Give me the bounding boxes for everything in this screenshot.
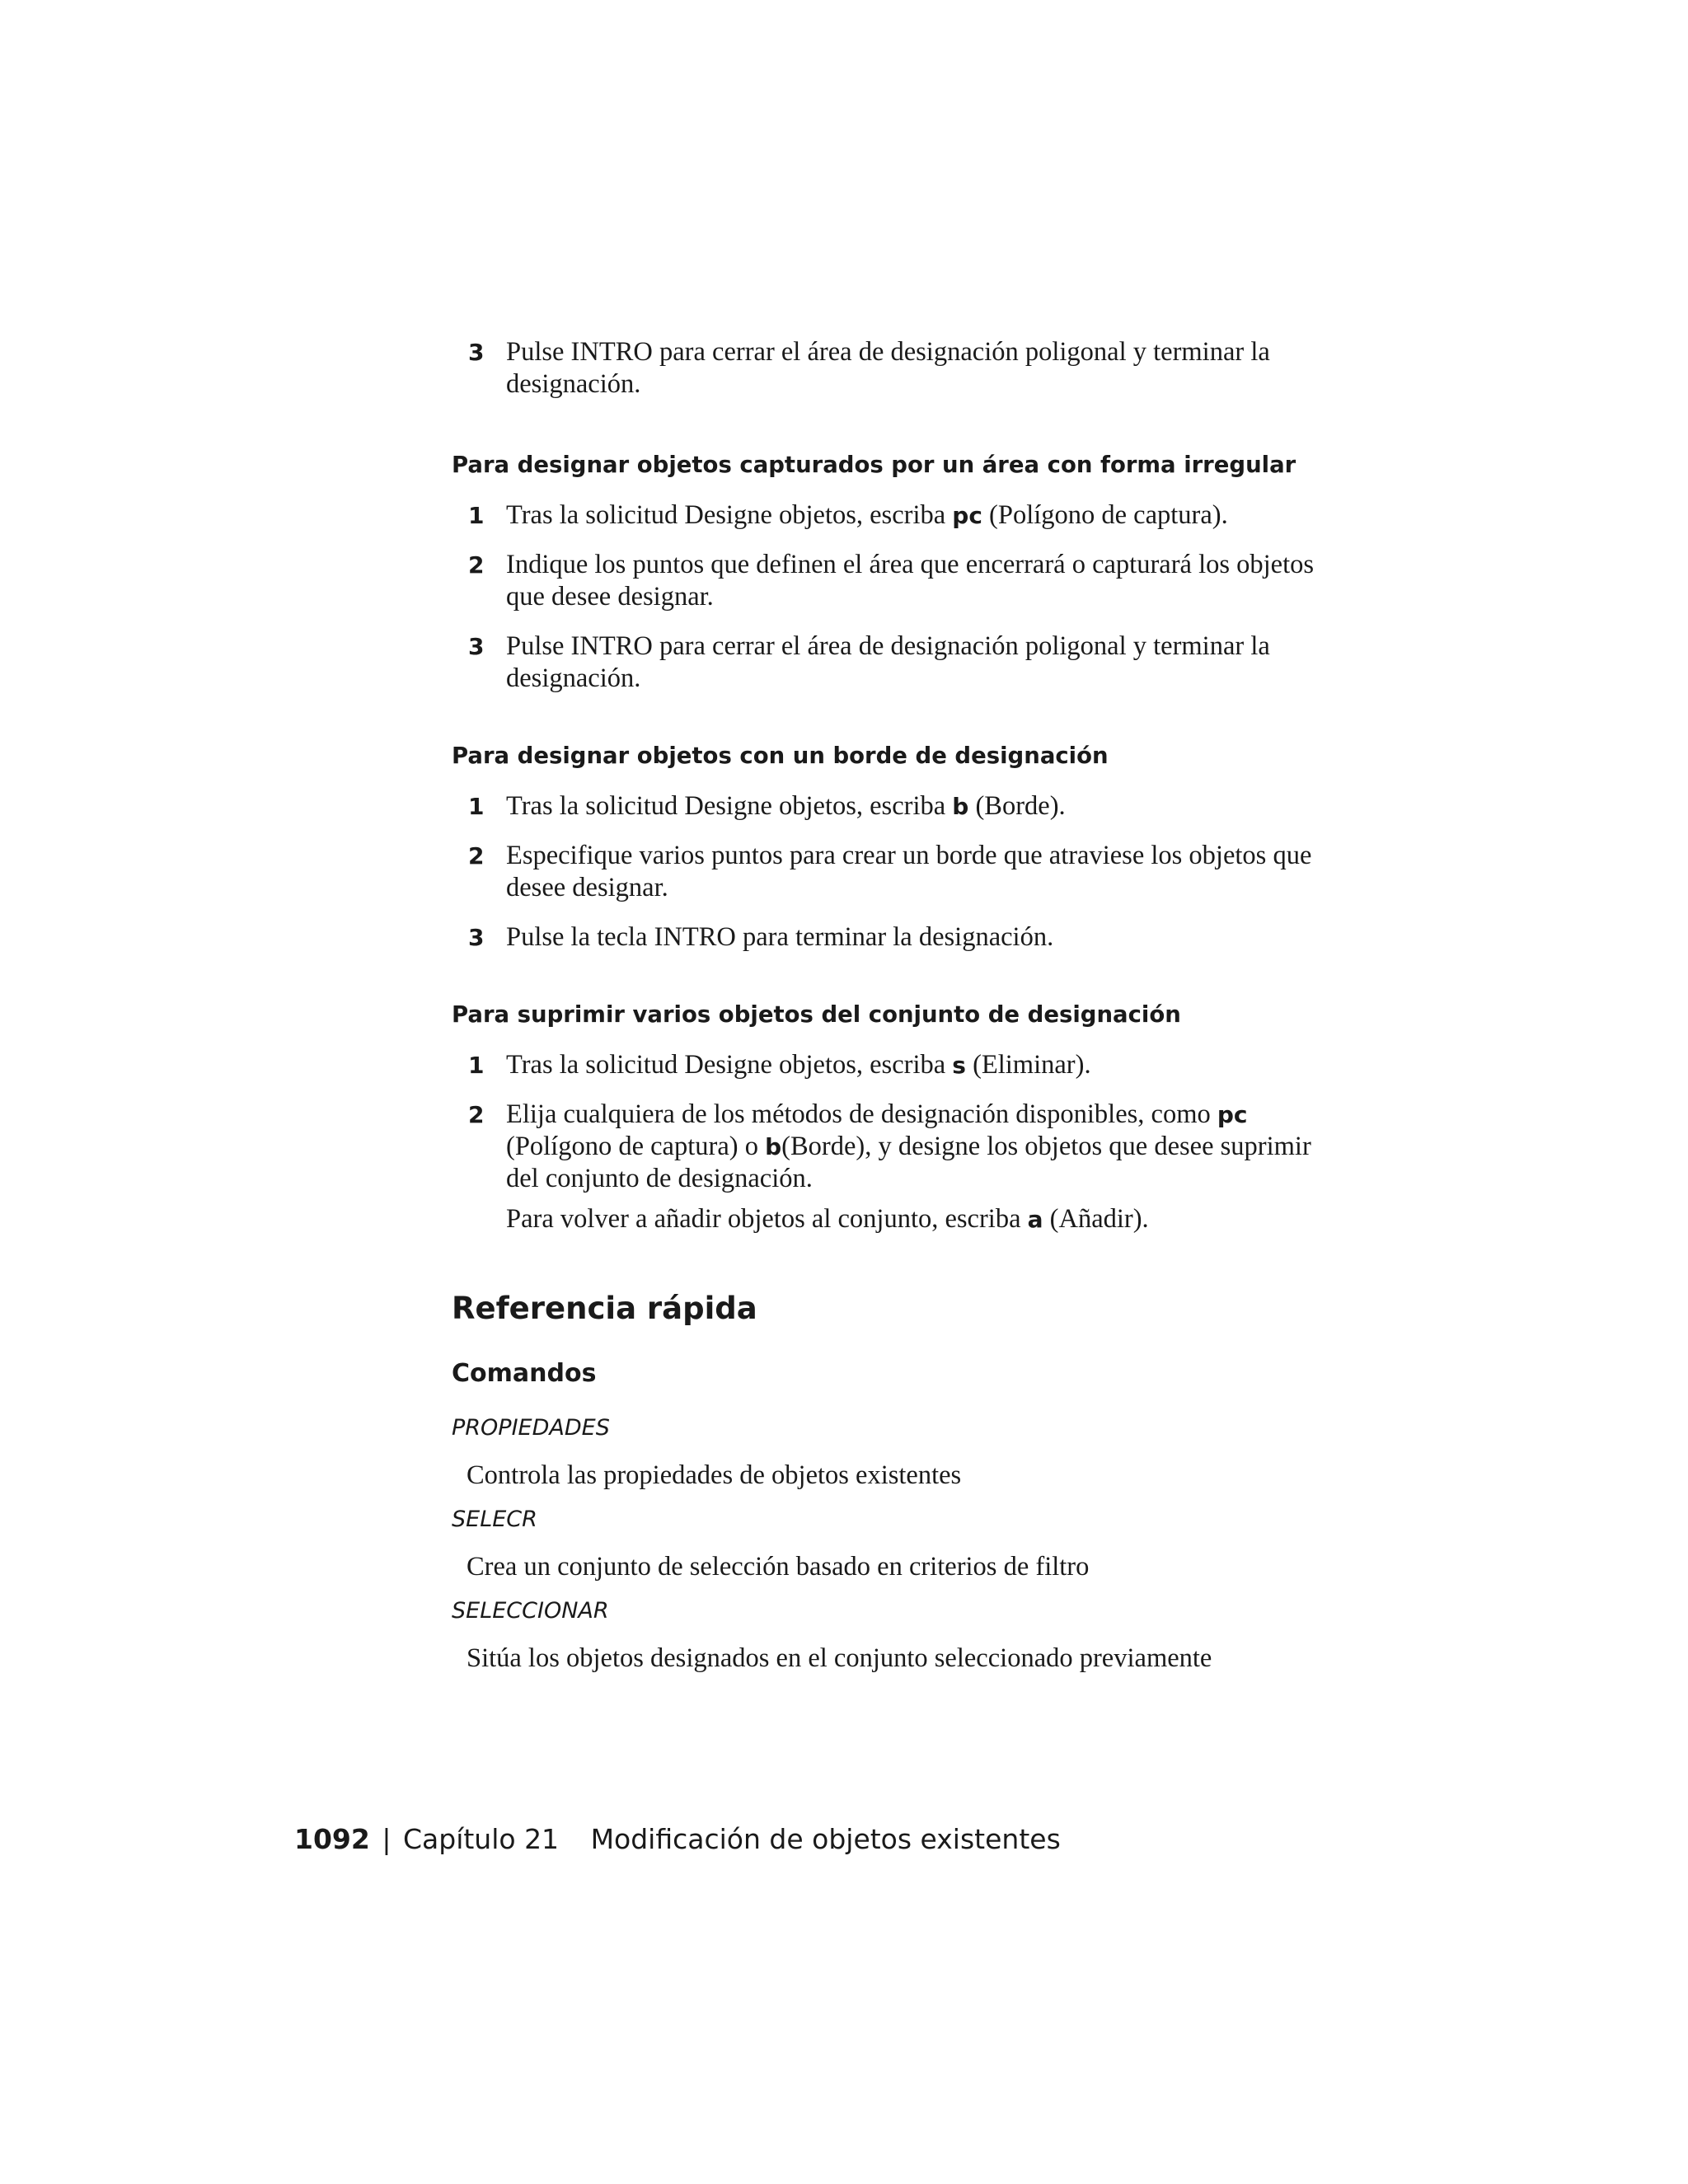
step-continued <box>452 336 1342 401</box>
step-number: 3 <box>468 339 485 366</box>
section-title: Referencia rápida <box>452 1291 757 1326</box>
command-entry <box>452 1505 1342 1583</box>
procedure-heading: Para designar objetos capturados por un área con forma irregular <box>452 452 1296 478</box>
chapter-label: Capítulo 21 <box>402 1823 560 1855</box>
command-keyword: b <box>765 1133 782 1160</box>
step-text: Especifique varios puntos para crear un borde que atraviese los objetos que desee designar. <box>506 841 1312 902</box>
command-description: Sitúa los objetos designados en el conjunto seleccionado previamente <box>467 1643 1212 1673</box>
command-keyword: pc <box>952 502 982 529</box>
command-keyword: a <box>1027 1206 1043 1233</box>
procedure-fence-selection <box>452 741 1342 954</box>
step-text: Pulse INTRO para cerrar el área de designación poligonal y terminar la designación. <box>506 337 1270 399</box>
procedure-heading: Para suprimir varios objetos del conjunto de designación <box>452 1001 1181 1028</box>
command-entry <box>452 1596 1342 1675</box>
step-text: Pulse la tecla INTRO para terminar la designación. <box>506 922 1054 952</box>
step-number: 3 <box>468 633 485 660</box>
command-keyword: b <box>952 793 969 820</box>
command-entry <box>452 1413 1342 1492</box>
step-text: Indique los puntos que definen el área que encerrará o capturará los objetos que desee designar. <box>506 550 1315 612</box>
quick-reference <box>452 1290 1342 1675</box>
command-description: Crea un conjunto de selección basado en criterios de filtro <box>467 1552 1090 1582</box>
step-item <box>452 499 1342 532</box>
page-content <box>452 336 1342 1675</box>
step-number: 2 <box>468 551 485 579</box>
procedure-irregular-area <box>452 450 1342 695</box>
step-number: 2 <box>468 842 485 869</box>
step-number: 1 <box>468 793 485 820</box>
command-name: PROPIEDADES <box>452 1415 610 1441</box>
page-number: 1092 <box>294 1823 370 1855</box>
command-description: Controla las propiedades de objetos existentes <box>467 1460 962 1490</box>
step-item <box>452 1049 1342 1081</box>
footer-separator: | <box>382 1823 392 1855</box>
step-number: 2 <box>468 1101 485 1128</box>
procedure-heading: Para designar objetos con un borde de designación <box>452 743 1109 769</box>
step-number: 1 <box>468 1052 485 1079</box>
page-footer <box>294 1821 1061 1858</box>
command-name: SELECR <box>452 1507 537 1532</box>
step-text: Pulse INTRO para cerrar el área de designación poligonal y terminar la designación. <box>506 631 1270 693</box>
step-note: Para volver a añadir objetos al conjunto, escriba a (Añadir). <box>506 1204 1149 1234</box>
step-number: 3 <box>468 924 485 951</box>
step-item <box>452 840 1342 904</box>
step-item <box>452 790 1342 823</box>
procedure-remove-objects <box>452 1000 1342 1235</box>
subsection-title: Comandos <box>452 1359 597 1388</box>
step-text: Tras la solicitud Designe objetos, escriba pc (Polígono de captura). <box>506 500 1228 530</box>
step-item <box>452 630 1342 695</box>
step-number: 1 <box>468 502 485 529</box>
command-keyword: pc <box>1217 1101 1248 1128</box>
step-item <box>452 921 1342 954</box>
step-text: Tras la solicitud Designe objetos, escriba s (Eliminar). <box>506 1050 1091 1080</box>
step-text: Elija cualquiera de los métodos de designación disponibles, como pc (Polígono de captura) o b(Borde), y designe los objetos que desee suprimir del conjunto de designación. <box>506 1099 1311 1193</box>
step-text: Tras la solicitud Designe objetos, escriba b (Borde). <box>506 791 1066 821</box>
chapter-title: Modificación de objetos existentes <box>590 1823 1061 1855</box>
step-item <box>452 549 1342 613</box>
command-keyword: s <box>952 1052 966 1079</box>
command-name: SELECCIONAR <box>452 1598 609 1624</box>
step-item <box>452 1099 1342 1235</box>
